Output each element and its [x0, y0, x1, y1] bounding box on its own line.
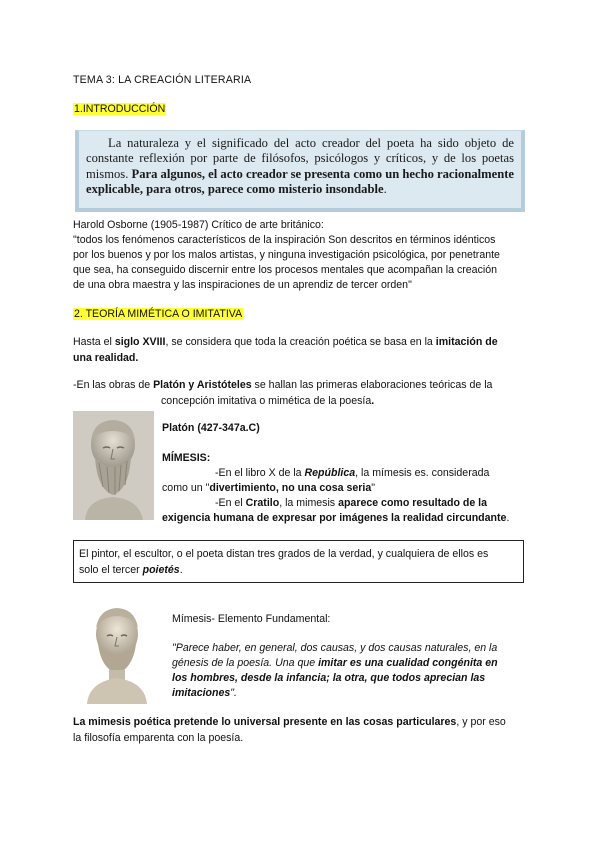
- republica-line: [215, 466, 489, 482]
- text: génesis de la poesía. Una que: [172, 657, 319, 669]
- definition-bold: Para algunos, el acto creador se presenta como un hecho racionalmente explicable, para otros, parece como misterio insondable: [86, 166, 514, 197]
- text: ": [371, 482, 376, 494]
- aristotle-quote-line: [172, 671, 485, 687]
- paragraph-siglo: [73, 335, 529, 366]
- bold-italic-text: imitar es una cualidad congénita en: [318, 657, 498, 669]
- poietes-quote-box: [73, 540, 524, 583]
- text: -En el: [215, 497, 246, 509]
- page-title: TEMA 3: LA CREACIÓN LITERARIA: [73, 74, 252, 86]
- text: concepción imitativa o mimética de la poesía: [161, 395, 372, 407]
- text: -En las obras de: [73, 379, 154, 391]
- bold-text: divertimiento, no una cosa seria: [209, 482, 372, 494]
- paragraph-obras: [73, 378, 492, 394]
- quote-line: El pintor, el escultor, o el poeta distan tres grados de la verdad, y cualquiera de ellos es: [79, 548, 489, 560]
- bold-text: Cratilo: [245, 497, 280, 509]
- bold-text: una realidad.: [73, 351, 139, 364]
- plato-name: [162, 421, 260, 437]
- text: como un ": [162, 482, 210, 494]
- text: .: [371, 395, 375, 407]
- mimesis-heading: [162, 451, 210, 467]
- text: se hallan las primeras elaboraciones teóricas de la: [251, 379, 493, 391]
- closing-paragraph: [73, 715, 506, 731]
- osborne-quote-line: que sea, ha conseguido discernir entre los procesos mentales que acompañan la creación: [73, 264, 498, 276]
- text: ".: [230, 687, 238, 699]
- divertimiento-line: [162, 481, 375, 497]
- text: Hasta el: [73, 336, 115, 348]
- osborne-author: Harold Osborne (1905-1987) Crítico de arte británico:: [73, 219, 324, 231]
- text: .: [506, 512, 510, 524]
- definition-end: .: [383, 182, 387, 197]
- aristotle-bust-image: [73, 598, 161, 704]
- bold-italic-text: República: [304, 467, 356, 479]
- osborne-quote-line: "todos los fenómenos característicos de la inspiración Son descritos en términos idénticos: [73, 234, 496, 246]
- plato-bust-icon: [73, 411, 154, 520]
- aristotle-bust-icon: [73, 598, 161, 704]
- osborne-quote-line: por los buenos y por los malos artistas, y ninguna investigación psicológica, por penetrante: [73, 249, 500, 261]
- paragraph-obras-cont: [161, 394, 374, 410]
- bold-text: Platón y Aristóteles: [153, 379, 252, 391]
- text: , y por eso: [456, 716, 506, 728]
- definition-box: [75, 130, 525, 212]
- bold-text: La mimesis poética pretende lo universal presente en las cosas particulares: [73, 716, 457, 728]
- bold-text: aparece como resultado de la: [338, 497, 488, 509]
- bold-text: siglo XVIII: [114, 336, 166, 348]
- section-heading-introduccion: [73, 102, 166, 118]
- highlighted-heading: 2. TEORÍA MIMÉTICA O IMITATIVA: [74, 308, 243, 320]
- exigencia-line: [162, 511, 509, 527]
- bold-italic-text: los hombres, desde la infancia; la otra, que todos aprecian las: [172, 672, 486, 684]
- aristotle-quote-line: [172, 656, 498, 672]
- text: solo el tercer: [79, 564, 143, 576]
- bold-text: imitación de: [435, 336, 498, 348]
- quote-line: [79, 562, 518, 578]
- aristotle-quote-line: [172, 686, 237, 702]
- bold-italic-text: imitaciones: [172, 687, 231, 699]
- text: , la mimesis: [279, 497, 339, 509]
- highlighted-heading: 1.INTRODUCCIÓN: [74, 103, 166, 115]
- aristotle-quote-line: "Parece haber, en general, dos causas, y dos causas naturales, en la: [172, 642, 498, 654]
- plato-bust-image: [73, 411, 154, 520]
- text: , se considera que toda la creación poética se basa en la: [165, 336, 436, 348]
- closing-paragraph-cont: la filosofía emparenta con la poesía.: [73, 732, 244, 744]
- bold-text: Platón (427-347a.C): [162, 422, 260, 434]
- mimesis-elemento-heading: Mímesis- Elemento Fundamental:: [172, 613, 331, 625]
- section-heading-teoria: [73, 307, 243, 323]
- cratilo-line: [215, 496, 487, 512]
- bold-italic-text: poietés: [142, 564, 180, 576]
- bold-text: MÍMESIS:: [162, 452, 211, 464]
- osborne-quote-line: de una obra maestra y las inspiraciones de un aprendiz de tercer orden": [73, 279, 412, 291]
- bold-text: exigencia humana de expresar por imágenes la realidad circundante: [162, 512, 507, 524]
- text: , la mímesis es. considerada: [355, 467, 490, 479]
- text: .: [179, 564, 183, 576]
- text: -En el libro X de la: [215, 467, 305, 479]
- definition-text: La naturaleza y el significado del acto creador del poeta ha sido objeto de constante reflexión por parte de filósofos, psicólogos y críticos, y de los poetas mismos.: [86, 136, 514, 181]
